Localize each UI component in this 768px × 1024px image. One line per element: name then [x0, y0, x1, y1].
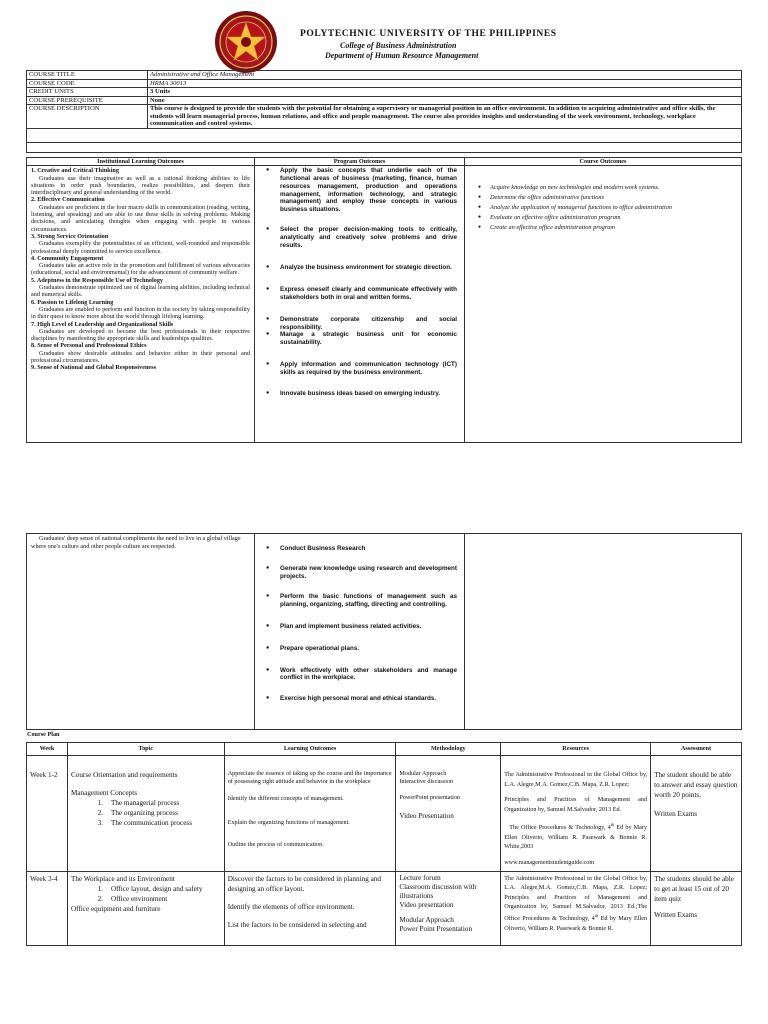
learning-outcomes-cell	[224, 756, 396, 872]
description-row	[27, 105, 742, 129]
po-item: ● Perform the basic functions of management such as planning, organizing, staffing, directing and controlling.	[268, 593, 457, 609]
po-item: ● Conduct Business Research	[268, 545, 457, 553]
university-name: POLYTECHNIC UNIVERSITY OF THE PHILIPPINES	[300, 29, 557, 39]
learning-outcome: List the factors to be considered in selecting and	[227, 921, 367, 929]
resources-cell	[501, 756, 651, 872]
resources-header: Resources	[501, 743, 651, 756]
outcomes-body-row	[27, 166, 742, 443]
co-continuation-cell	[465, 534, 742, 730]
methodology-header: Methodology	[396, 743, 501, 756]
week-header: Week	[27, 743, 68, 756]
ilo-cell	[27, 166, 255, 443]
topic-subtitle: Management Concepts	[70, 789, 138, 797]
course-info-table	[26, 70, 742, 153]
course-code-row	[27, 79, 742, 88]
topic-item: Office equipment and furniture	[70, 905, 161, 913]
continuation-row	[27, 534, 742, 730]
assessment-item: The students should be able to get at least 15 out of 20 item quiz	[654, 875, 734, 903]
spacer-row	[27, 142, 742, 152]
po-continuation-cell	[255, 534, 465, 730]
po-item: ● Demonstrate corporate citizenship and social responsibility.	[268, 316, 457, 332]
po-list	[258, 167, 461, 397]
co-header: Course Outcomes	[465, 158, 742, 166]
ilo-desc: Graduates demonstrate optimized use of digital learning abilities, including technical and numerical skills.	[31, 284, 250, 299]
assessment-cell	[651, 872, 742, 946]
course-code-value: HRMA 30013	[148, 79, 742, 88]
ilo-title: 1. Creative and Critical Thinking	[31, 167, 119, 175]
po-item: ● Work effectively with other stakeholders and manage conflict in the workplace.	[268, 667, 457, 683]
week-cell: Week 1-2	[27, 756, 68, 872]
ilo-desc: Graduates are enabled to perform and function in the society by taking responsibility in their quest to know more about the world through lifelong learning.	[31, 305, 250, 321]
ilo-title: 2. Effective Communication	[31, 196, 105, 204]
spacer-row	[27, 128, 742, 142]
resource-item: The Administrative Professional in the Global Office by, L.A. Alegre,M.A. Gomez,C.B. Mapa, Z.R. Lopez;	[504, 771, 648, 788]
credit-units-label: CREDIT UNITS	[27, 88, 148, 97]
resource-item: Principles and Practices of Management and Organization by, Samuel M.Salvador, 2013 Ed.	[504, 796, 648, 813]
methodology-item: Modular Approach	[399, 916, 454, 924]
outcomes-header-row	[27, 158, 742, 166]
resource-item: The Office Procedures & Technology, 4th Ed by Mary Ellen Oliverio, William R. Pasewark & Bonnie R. White,2003	[504, 822, 648, 851]
week-cell: Week 3-4	[27, 872, 68, 946]
learning-outcome: Discover the factors to be considered in planning and designing an office layout.	[227, 875, 381, 893]
topic-title: The Workplace and its Environment	[70, 875, 175, 883]
po-item: ● Innovate business ideas based on emerging industry.	[268, 390, 457, 398]
topic-cell	[67, 756, 224, 872]
methodology-item: Video presentation	[399, 901, 454, 909]
course-plan-header-row	[27, 743, 742, 756]
ilo-continuation-desc: Graduates' deep sense of national compliments the need to live in a global village where one's culture and other people culture are respected.	[27, 534, 255, 730]
department-name: Department of Human Resource Management	[325, 51, 479, 60]
topic-title: Course Orientation and requirements	[70, 771, 178, 779]
po-item: ● Apply the basic concepts that underlie each of the functional areas of business (marketing, finance, human resources management, production and operations management, information technology, and strategic management) and employ these concepts in various business situations.	[268, 167, 457, 214]
learning-outcome: Identify the different concepts of management.	[227, 795, 344, 802]
ilo-title: 8. Sense of Personal and Professional Ethics	[31, 342, 147, 350]
outcomes-continuation-table	[26, 533, 742, 730]
topic-item: 2. The organizing process	[97, 809, 178, 817]
topic-cell	[67, 872, 224, 946]
po-item: ● Select the proper decision-making tools to critically, analytically and creatively solve problems and drive results.	[268, 226, 457, 249]
ilo-desc: Graduates show desirable attitudes and behavior either in their personal and professional circumstances.	[31, 349, 250, 365]
ilo-desc: Graduates take an active role in the promotion and fulfillment of various advocacies (educational, social and environmental) for the advancement of community welfare.	[31, 262, 250, 277]
co-item: ● Evaluate an effective office administration program	[484, 213, 738, 223]
methodology-cell	[396, 756, 501, 872]
course-title-row	[27, 71, 742, 80]
course-plan-label: Course Plan	[27, 731, 60, 738]
course-plan-row-week1-2	[27, 756, 742, 872]
methodology-item: Lecture forum	[399, 874, 441, 882]
course-title-value: Administrative and Office Management	[148, 71, 742, 80]
topic-item: 3. The communication process	[97, 819, 192, 827]
assessment-item: Written Exams	[654, 911, 698, 919]
course-plan-table	[26, 742, 742, 946]
prerequisite-value: None	[148, 96, 742, 105]
outcomes-table	[26, 157, 742, 443]
resources-cell	[501, 872, 651, 946]
college-name: College of Business Administration	[340, 41, 457, 50]
methodology-item: Video Presentation	[399, 811, 454, 820]
methodology-item: Interactive discussion	[399, 778, 454, 786]
topic-item: 1. Office layout, design and safety	[97, 885, 203, 893]
ilo-header: Institutional Learning Outcomes	[27, 158, 255, 166]
methodology-item: Power Point Presentation	[399, 925, 473, 933]
po-cell	[255, 166, 465, 443]
ilo-title: 3. Strong Service Orientation	[31, 232, 109, 240]
topic-item: 2. Office environment	[97, 895, 168, 903]
methodology-item: PowerPoint presentation	[399, 794, 461, 802]
po-item: ● Apply information and communication technology (ICT) skills as required by the business environment.	[268, 361, 457, 377]
credit-units-value: 3 Units	[148, 88, 742, 97]
methodology-cell	[396, 872, 501, 946]
ilo-desc: Graduates are proficient in the four macro skills in communication (reading, writing, listening, and speaking) and are able to use these skills in solving problems. Making decisions, and articulating thoughts when engaging with people in various circumstances.	[31, 203, 250, 233]
learning-outcomes-cell	[224, 872, 396, 946]
co-item: ● Create an effective office administration program	[484, 223, 738, 233]
po-item: ● Prepare operational plans.	[268, 645, 457, 653]
topic-header: Topic	[67, 743, 224, 756]
learning-outcome: Outline the process of communication.	[227, 841, 324, 849]
co-item: ● Determine the office administrative functions	[484, 193, 738, 203]
po-item: ● Exercise high personal moral and ethical standards.	[268, 695, 457, 703]
ilo-title: 5. Adeptness in the Responsible Use of Technology	[31, 276, 164, 284]
co-item: ● Analyze the application of managerial functions to office administration	[484, 203, 738, 213]
course-code-label: COURSE CODE	[27, 79, 148, 88]
co-list	[468, 183, 738, 233]
assessment-cell	[651, 756, 742, 872]
ilo-desc: Graduates exemplify the potentialities of an efficient, well-rounded and responsible professional deeply committed to service excellence.	[31, 240, 250, 255]
ilo-desc: Graduates use their imaginative as well as a rational thinking abilities to life situations in order push boundaries, realize possibilities, and deepen their interdisciplinary and general understanding of the world.	[31, 174, 250, 197]
ilo-title: 9. Sense of National and Global Responsiveness	[31, 364, 156, 372]
course-title-label: COURSE TITLE	[27, 71, 148, 80]
credit-units-row	[27, 88, 742, 97]
resource-item: The Administrative Professional in the Global Office by, L.A. Alegre,M.A. Gomez,C.B. Mapa, Z.R. Lopez; Principles and Practices of Management and Organization by, Samuel M.Salvador, 2013 Ed.;The Office Procedures & Technology, 4th Ed by Mary Ellen Oliverio, William R. Pasewark & Bonnie R.	[504, 875, 648, 932]
po-continuation-list	[258, 545, 461, 703]
prerequisite-label: COURSE PREREQUISITE	[27, 96, 148, 105]
ilo-title: 4. Community Engagement	[31, 254, 104, 262]
ilo-title: 6. Passion to Lifelong Learning	[31, 298, 114, 306]
assessment-item: Written Exams	[654, 810, 698, 818]
methodology-item: Modular Approach	[399, 770, 447, 777]
learning-outcome: Identify the elements of office environment.	[227, 903, 355, 911]
learning-outcome: Appreciate the essence of taking up the course and the importance of possessing right attitude and behavior in the workplace	[227, 770, 392, 785]
topic-item: 1. The managerial process	[97, 799, 180, 807]
assessment-header: Assessment	[651, 743, 742, 756]
po-item: ● Generate new knowledge using research and development projects.	[268, 565, 457, 581]
resource-link[interactable]: www.managementstudentguide.com	[504, 858, 595, 866]
po-header: Program Outcomes	[255, 158, 465, 166]
ilo-title: 7. High Level of Leadership and Organizational Skills	[31, 320, 174, 328]
co-cell	[465, 166, 742, 443]
prerequisite-row	[27, 96, 742, 105]
po-item: ● Manage a strategic business unit for economic sustainability.	[268, 331, 457, 347]
methodology-item: Classroom discussion with illustrations	[399, 883, 477, 900]
learning-outcomes-header: Learning Outcomes	[224, 743, 396, 756]
po-item: ● Plan and implement business related activities.	[268, 623, 457, 631]
assessment-item: The student should be able to answer and essay question worth 20 points.	[654, 771, 738, 799]
co-item: ● Acquire knowledge on new technologies and modern work systems.	[484, 183, 738, 193]
university-seal-logo	[214, 10, 278, 74]
description-label: COURSE DESCRIPTION	[27, 105, 148, 129]
course-plan-row-week3-4	[27, 872, 742, 946]
description-value: This course is designed to provide the students with the potential for obtaining a supervisory or managerial position in an office environment. In addition to acquiring administrative and office skills, the students will learn managerial process, human relations, and office and people management. The course also provides insights and understanding of the work environment, technology, workplace communication and control systems.	[148, 105, 742, 129]
po-item: ● Express oneself clearly and communicate effectively with stakeholders both in oral and written forms.	[268, 286, 457, 302]
ilo-desc: Graduates are developed to become the best professionals in their respective disciplines by manifesting the appropriate skills and leaderships qualities.	[31, 327, 250, 343]
learning-outcome: Explain the organizing functions of management.	[227, 819, 350, 827]
po-item: ● Analyze the business environment for strategic direction.	[268, 264, 457, 272]
